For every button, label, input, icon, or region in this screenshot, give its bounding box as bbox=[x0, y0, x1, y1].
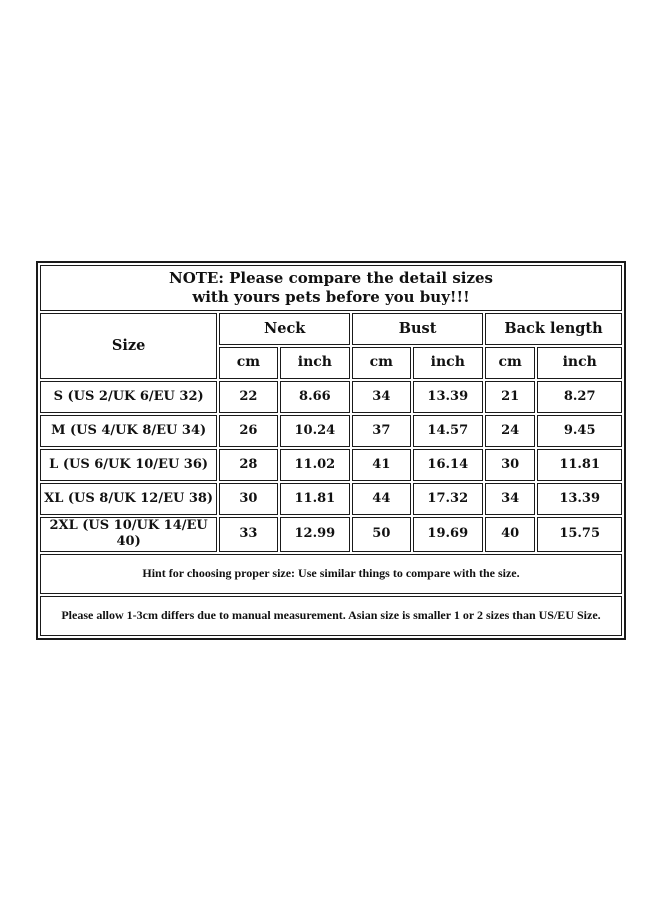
back-inch-value: 15.75 bbox=[537, 517, 622, 552]
hint-text: Hint for choosing proper size: Use similar things to compare with the size. bbox=[40, 554, 622, 594]
bust-inch-value: 17.32 bbox=[413, 483, 483, 515]
back-inch-value: 9.45 bbox=[537, 415, 622, 447]
neck-inch-value: 10.24 bbox=[280, 415, 350, 447]
back-length-header: Back length bbox=[485, 313, 622, 345]
bust-cm-value: 41 bbox=[352, 449, 410, 481]
bust-inch-value: 16.14 bbox=[413, 449, 483, 481]
bust-inch-value: 14.57 bbox=[413, 415, 483, 447]
note-line-2: with yours pets before you buy!!! bbox=[192, 288, 470, 306]
size-chart bbox=[36, 261, 626, 640]
unit-neck-inch: inch bbox=[280, 347, 350, 379]
neck-cm-value: 28 bbox=[219, 449, 277, 481]
back-cm-value: 34 bbox=[485, 483, 535, 515]
neck-header: Neck bbox=[219, 313, 350, 345]
unit-back-inch: inch bbox=[537, 347, 622, 379]
note-row bbox=[40, 265, 622, 311]
bust-header: Bust bbox=[352, 313, 483, 345]
back-cm-value: 30 bbox=[485, 449, 535, 481]
neck-cm-value: 22 bbox=[219, 381, 277, 413]
allowance-row bbox=[40, 596, 622, 636]
neck-inch-value: 11.02 bbox=[280, 449, 350, 481]
unit-bust-inch: inch bbox=[413, 347, 483, 379]
back-cm-value: 40 bbox=[485, 517, 535, 552]
neck-inch-value: 11.81 bbox=[280, 483, 350, 515]
bust-cm-value: 37 bbox=[352, 415, 410, 447]
size-table bbox=[36, 261, 626, 640]
neck-cm-value: 26 bbox=[219, 415, 277, 447]
bust-cm-value: 50 bbox=[352, 517, 410, 552]
back-inch-value: 13.39 bbox=[537, 483, 622, 515]
note-cell bbox=[40, 265, 622, 311]
bust-inch-value: 13.39 bbox=[413, 381, 483, 413]
neck-inch-value: 8.66 bbox=[280, 381, 350, 413]
back-cm-value: 21 bbox=[485, 381, 535, 413]
neck-cm-value: 30 bbox=[219, 483, 277, 515]
table-row bbox=[40, 381, 622, 413]
size-label: 2XL (US 10/UK 14/EU 40) bbox=[40, 517, 217, 552]
note-line-1: NOTE: Please compare the detail sizes bbox=[168, 269, 494, 288]
size-label: S (US 2/UK 6/EU 32) bbox=[40, 381, 217, 413]
unit-bust-cm: cm bbox=[352, 347, 410, 379]
back-inch-value: 8.27 bbox=[537, 381, 622, 413]
bust-cm-value: 44 bbox=[352, 483, 410, 515]
size-label: XL (US 8/UK 12/EU 38) bbox=[40, 483, 217, 515]
unit-neck-cm: cm bbox=[219, 347, 277, 379]
back-inch-value: 11.81 bbox=[537, 449, 622, 481]
unit-back-cm: cm bbox=[485, 347, 535, 379]
table-row bbox=[40, 483, 622, 515]
table-row bbox=[40, 449, 622, 481]
table-row bbox=[40, 517, 622, 552]
back-cm-value: 24 bbox=[485, 415, 535, 447]
bust-inch-value: 19.69 bbox=[413, 517, 483, 552]
header-row bbox=[40, 313, 622, 345]
allowance-text: Please allow 1-3cm differs due to manual measurement. Asian size is smaller 1 or 2 sizes than US/EU Size. bbox=[40, 596, 622, 636]
size-label: M (US 4/UK 8/EU 34) bbox=[40, 415, 217, 447]
neck-cm-value: 33 bbox=[219, 517, 277, 552]
neck-inch-value: 12.99 bbox=[280, 517, 350, 552]
hint-row bbox=[40, 554, 622, 594]
size-header: Size bbox=[40, 313, 217, 379]
size-label: L (US 6/UK 10/EU 36) bbox=[40, 449, 217, 481]
table-row bbox=[40, 415, 622, 447]
bust-cm-value: 34 bbox=[352, 381, 410, 413]
